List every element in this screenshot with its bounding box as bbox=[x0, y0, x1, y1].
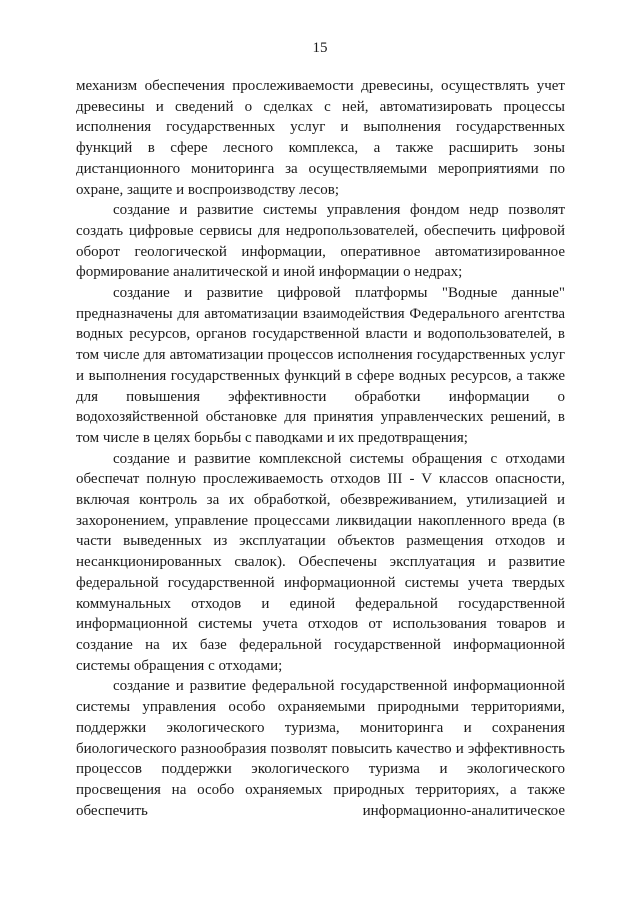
document-body bbox=[76, 76, 565, 821]
paragraph-protected-areas: создание и развитие федеральной государственной информационной системы управления особо охраняемыми природными территориями, поддержки экологического туризма, мониторинга и сохранения биологического разнообразия позволят повысить качество и эффективность процессов поддержки экологического туризма и экологического просвещения на особо охраняемых природных территориях, а также обеспечить информационно-аналитическое bbox=[76, 678, 565, 819]
page-number: 15 bbox=[312, 40, 328, 56]
paragraph-waste-management: создание и развитие комплексной системы обращения с отходами обеспечат полную прослеживаемость отходов III - V классов опасности, включая контроль за их обработкой, обезвреживанием, утилизацией и захоронением, управление процессами ликвидации накопленного вреда (в части выведенных из эксплуатации объектов размещения отходов и несанкционированных свалок). Обеспечены эксплуатация и развитие федеральной государственной информационной системы учета твердых коммунальных отходов и единой федеральной государственной информационной системы учета отходов от использования товаров и создание на их базе федеральной государственной информационной системы обращения с отходами; bbox=[76, 450, 565, 674]
paragraph-forest-monitoring: механизм обеспечения прослеживаемости древесины, осуществлять учет древесины и сведений о сделках с ней, автоматизировать процессы исполнения государственных услуг и выполнения государственных функций в сфере лесного комплекса, а также расширить зоны дистанционного мониторинга за осуществляемыми мероприятиями по охране, защите и воспроизводству лесов; bbox=[76, 78, 565, 198]
paragraph-subsoil-management: создание и развитие системы управления фондом недр позволят создать цифровые сервисы для недропользователей, обеспечить цифровой оборот геологической информации, оперативное автоматизированное формирование аналитической и иной информации о недрах; bbox=[76, 202, 565, 281]
paragraph-water-data-platform: создание и развитие цифровой платформы "Водные данные" предназначены для автоматизации взаимодействия Федерального агентства водных ресурсов, органов государственной власти и водопользователей, в том числе для автоматизации процессов исполнения государственных услуг и выполнения государственных функций в сфере водных ресурсов, а также для повышения эффективности обработки информации о водохозяйственной обстановке для принятия управленческих решений, в том числе в целях борьбы с паводками и их предотвращения; bbox=[76, 285, 565, 446]
